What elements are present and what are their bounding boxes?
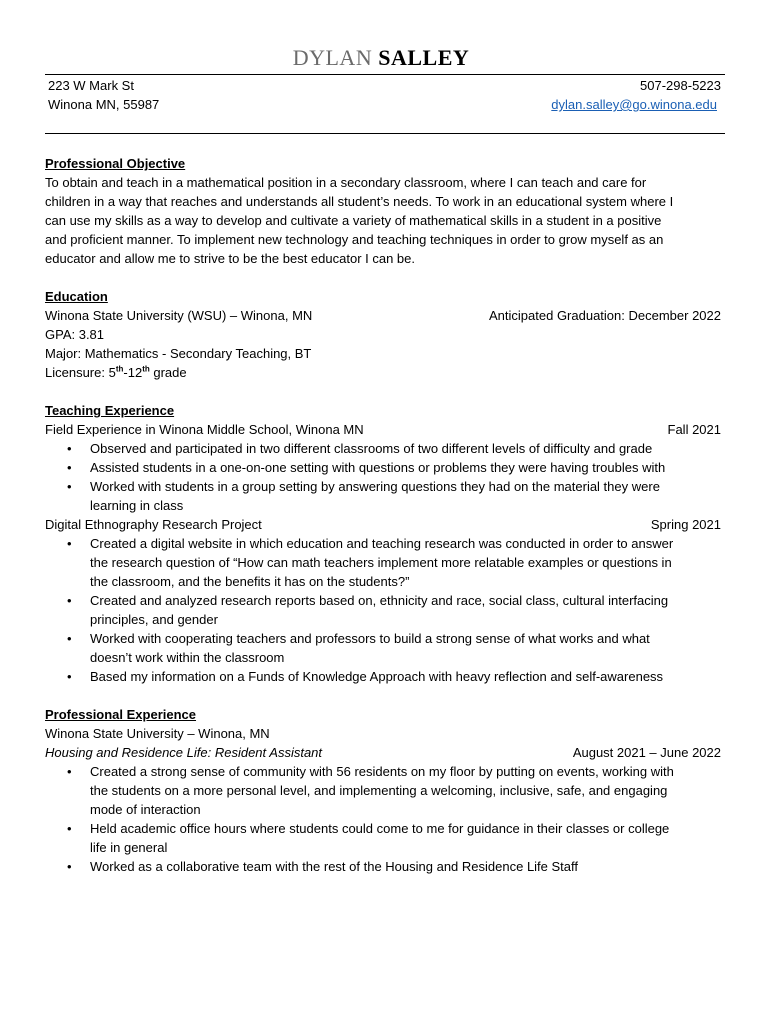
objective-heading: Professional Objective	[45, 156, 186, 171]
contact-block	[48, 76, 721, 114]
resume-body	[45, 154, 721, 876]
list-item: • Created a strong sense of community with 56 residents on my floor by putting on events, working with the students on a more personal level, and implementing a welcoming, inclusive, safe, and engaging mode of interaction	[90, 762, 721, 819]
resume-page	[45, 44, 721, 874]
first-name: DYLAN	[292, 45, 373, 70]
candidate-name	[41, 44, 721, 72]
last-name: SALLEY	[378, 45, 470, 70]
entry-date: Spring 2021	[650, 517, 721, 532]
list-item: • Based my information on a Funds of Knowledge Approach with heavy reflection and self-awareness	[90, 667, 721, 686]
header-bottom-rule	[45, 133, 725, 134]
objective-line: can use my skills as a way to develop and cultivate a variety of mathematical skills in a student in a positive	[45, 213, 662, 228]
list-item: • Assisted students in a one-on-one setting with questions or problems they were having troubles with	[90, 458, 721, 477]
address-line-2: Winona MN, 55987	[48, 97, 160, 112]
bullet-list	[45, 534, 721, 686]
objective-text	[45, 173, 721, 268]
list-item: • Worked with students in a group setting by answering questions they had on the material they were learning in class	[90, 477, 721, 515]
education-gpa: GPA: 3.81	[45, 327, 105, 342]
list-item: • Created a digital website in which education and teaching research was conducted in order to answer the research question of “How can math teachers implement more relatable examples or questions in the classroom, and the benefits it has on the students?”	[90, 534, 721, 591]
entry-title: Field Experience in Winona Middle School, Winona MN	[45, 422, 364, 437]
education-licensure: Licensure: 5th-12th grade	[45, 364, 187, 380]
education-major: Major: Mathematics - Secondary Teaching, BT	[45, 346, 312, 361]
bullet-list	[45, 439, 721, 515]
phone-number: 507-298-5223	[640, 78, 721, 93]
list-item: • Created and analyzed research reports based on, ethnicity and race, social class, cultural interfacing principles, and gender	[90, 591, 721, 629]
professional-date: August 2021 – June 2022	[572, 745, 721, 760]
list-item: • Held academic office hours where students could come to me for guidance in their classes or college life in general	[90, 819, 721, 857]
education-graduation: Anticipated Graduation: December 2022	[489, 308, 721, 323]
email-link[interactable]: dylan.salley@go.winona.edu	[551, 97, 717, 112]
list-item: • Observed and participated in two different classrooms of two different levels of difficulty and grade	[90, 439, 721, 458]
objective-line: and proficient manner. To implement new technology and teaching techniques in order to grow myself as an	[45, 232, 664, 247]
teaching-heading: Teaching Experience	[45, 403, 175, 418]
professional-heading: Professional Experience	[45, 707, 197, 722]
list-item: • Worked as a collaborative team with the rest of the Housing and Residence Life Staff	[90, 857, 721, 876]
objective-line: To obtain and teach in a mathematical position in a secondary classroom, where I can teach and care for	[45, 175, 647, 190]
education-school: Winona State University (WSU) – Winona, MN	[45, 308, 313, 323]
objective-line: educator and allow me to strive to be the best educator I can be.	[45, 251, 415, 266]
bullet-list	[45, 762, 721, 876]
objective-line: children in a way that reaches and understands all student’s needs. To work in an educational system where I	[45, 194, 674, 209]
entry-date: Fall 2021	[667, 422, 721, 437]
professional-role: Housing and Residence Life: Resident Assistant	[45, 745, 323, 760]
entry-title: Digital Ethnography Research Project	[45, 517, 262, 532]
address-line-1: 223 W Mark St	[48, 78, 134, 93]
education-heading: Education	[45, 289, 108, 304]
professional-org: Winona State University – Winona, MN	[45, 726, 270, 741]
header-top-rule	[45, 74, 725, 75]
list-item: • Worked with cooperating teachers and professors to build a strong sense of what works and what doesn’t work within the classroom	[90, 629, 721, 667]
